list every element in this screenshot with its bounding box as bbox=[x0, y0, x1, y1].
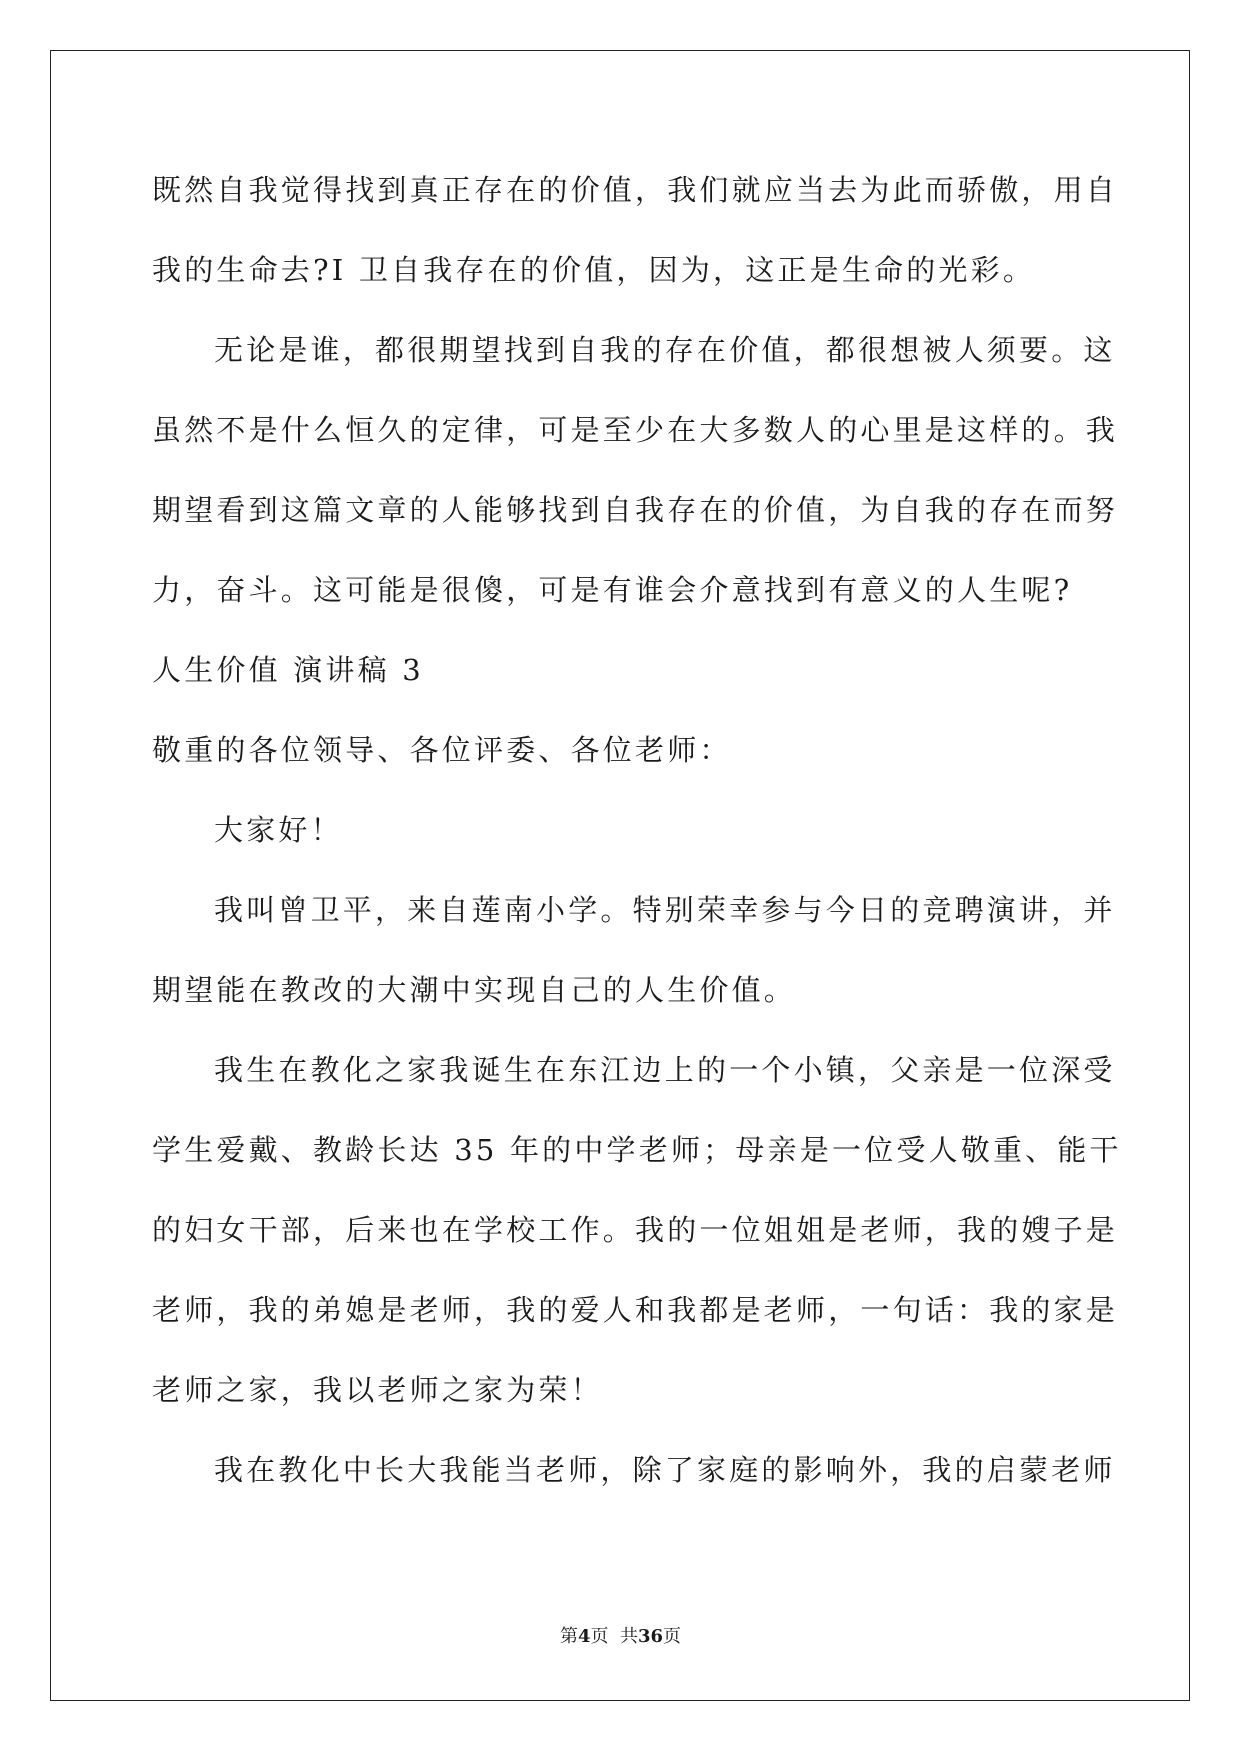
current-page-number: 4 bbox=[577, 1626, 591, 1647]
text-line-10: 我叫曾卫平，来自莲南小学。特别荣幸参与今日的竞聘演讲，并 bbox=[214, 893, 1116, 927]
text-line-5: 期望看到这篇文章的人能够找到自我存在的价值，为自我的存在而努 bbox=[152, 493, 1119, 527]
text-line-6: 力，奋斗。这可能是很傻，可是有谁会介意找到有意义的人生呢? bbox=[152, 573, 1073, 607]
footer-mid: 页 共 bbox=[590, 1626, 638, 1647]
footer-prefix: 第 bbox=[559, 1626, 578, 1647]
text-line-14: 的妇女干部，后来也在学校工作。我的一位姐姐是老师，我的嫂子是 bbox=[152, 1213, 1119, 1247]
text-line-16: 老师之家，我以老师之家为荣！ bbox=[152, 1373, 603, 1407]
text-line-1: 既然自我觉得找到真正存在的价值，我们就应当去为此而骄傲，用自 bbox=[152, 173, 1119, 207]
page-footer bbox=[0, 1625, 1241, 1649]
text-line-15: 老师，我的弟媳是老师，我的爱人和我都是老师，一句话：我的家是 bbox=[152, 1293, 1119, 1327]
text-line-2: 我的生命去?I 卫自我存在的价值，因为，这正是生命的光彩。 bbox=[152, 253, 1036, 287]
text-line-12: 我生在教化之家我诞生在东江边上的一个小镇，父亲是一位深受 bbox=[214, 1053, 1116, 1087]
text-line-13: 学生爱戴、教龄长达 35 年的中学老师；母亲是一位受人敬重、能干 bbox=[152, 1133, 1122, 1167]
salutation: 敬重的各位领导、各位评委、各位老师： bbox=[152, 733, 732, 767]
text-line-11: 期望能在教改的大潮中实现自己的人生价值。 bbox=[152, 973, 797, 1007]
greeting: 大家好！ bbox=[214, 813, 343, 847]
section-heading: 人生价值 演讲稿 3 bbox=[152, 653, 424, 687]
footer-suffix: 页 bbox=[663, 1626, 682, 1647]
text-line-4: 虽然不是什么恒久的定律，可是至少在大多数人的心里是这样的。我 bbox=[152, 413, 1119, 447]
total-page-number: 36 bbox=[637, 1626, 664, 1647]
text-line-17: 我在教化中长大我能当老师，除了家庭的影响外，我的启蒙老师 bbox=[214, 1453, 1116, 1487]
text-line-3: 无论是谁，都很期望找到自我的存在价值，都很想被人须要。这 bbox=[214, 333, 1116, 367]
